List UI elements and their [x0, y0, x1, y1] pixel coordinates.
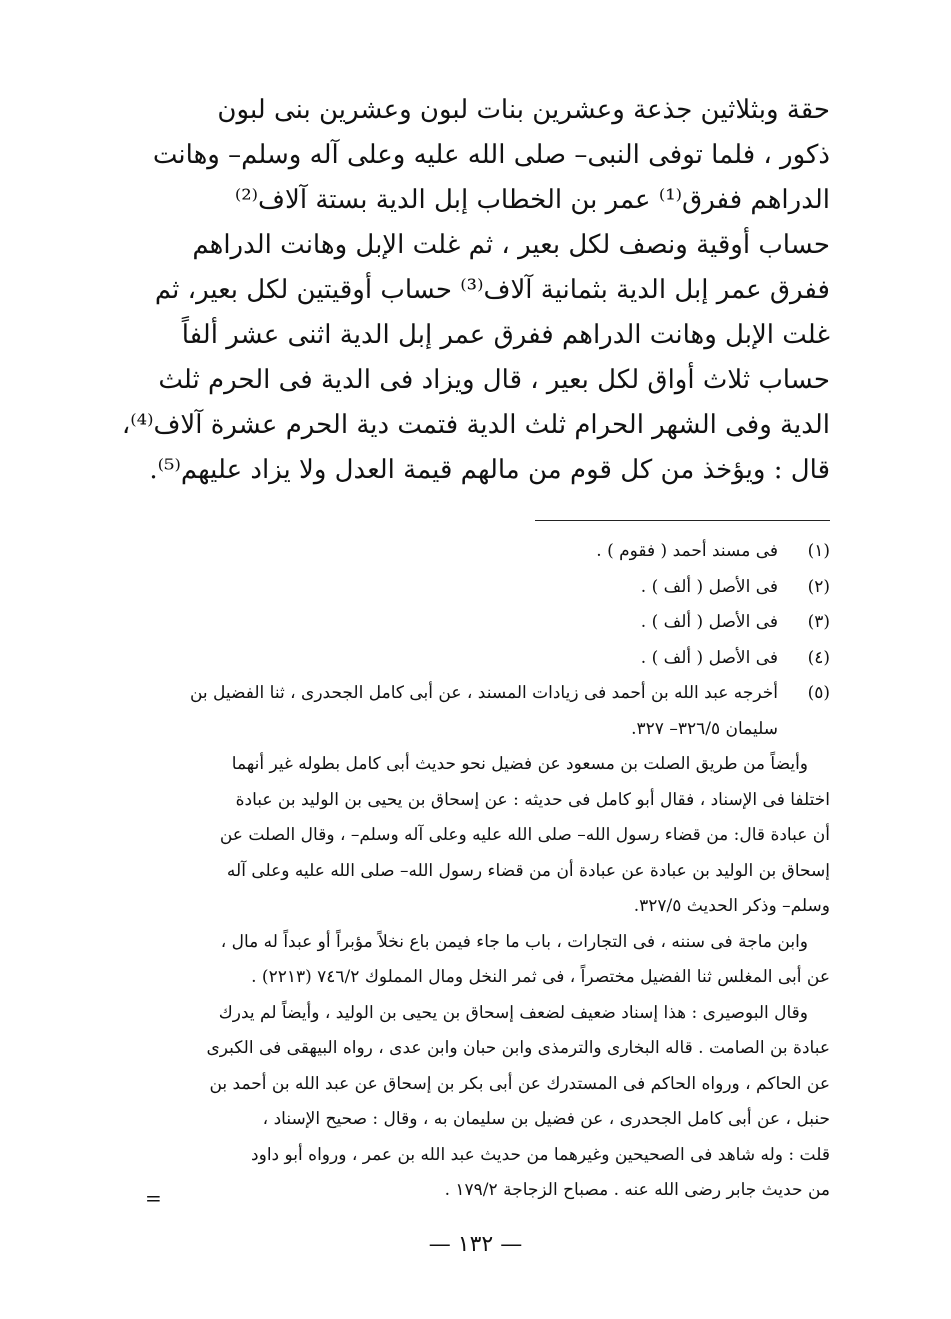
footnote [125, 605, 830, 641]
main-text-line: حساب ثلاث أواق لكل بعير ، قال ويزاد فى الدية فى الحرم ثلث [158, 365, 830, 395]
continuation-marker: = [145, 1186, 162, 1210]
footnote-line: حنبل ، عن أبى كامل الجحدرى ، عن فضيل بن سليمان به ، وقال : صحيح الإسناد ، [262, 1109, 830, 1129]
footnote-number: (٣) [807, 612, 830, 632]
main-text-line: الدية وفى الشهر الحرام ثلث الدية فتمت دية الحرم عشرة آلاف⁽⁴⁾، [121, 410, 830, 440]
footnote [125, 641, 830, 677]
footnote-line: من حديث جابر رضى الله عنه . مصباح الزجاجة ١٧٩/٢ . [444, 1180, 830, 1200]
footnote-line: فى الأصل ( ألف ) . [640, 647, 778, 668]
footnote-separator [535, 520, 830, 521]
footnote-line: وقال البوصيرى : هذا إسناد ضعيف لضعف إسحاق بن يحيى بن الوليد ، وأيضاً لم يدرك [218, 1002, 808, 1023]
footnote-number: (٥) [807, 683, 830, 703]
main-text-line: غلت الإبل وهانت الدراهم ففرق عمر إبل الدية اثنى عشر ألفاً [181, 320, 830, 350]
footnote-text [125, 641, 778, 677]
footnote-line: فى الأصل ( ألف ) . [640, 576, 778, 597]
footnote-line: قلت : وله شاهد فى الصحيحين وغيرهما من حديث عبد الله بن عمر ، ورواه أبو داود [251, 1144, 830, 1165]
page-number: — ١٣٢ — [428, 1232, 523, 1257]
footnote-line: وأيضاً من طريق الصلت بن مسعود عن فضيل نحو حديث أبى كامل بطوله غير أنهما [231, 754, 808, 774]
main-text-block [121, 88, 830, 493]
footnote-line: إسحاق بن الوليد بن عبادة عن عبادة أن من قضاء رسول الله– صلى الله عليه وعلى آله [226, 860, 830, 881]
footnote [125, 534, 830, 570]
footnote-line: سليمان ٣٢٦/٥– ٣٢٧. [631, 718, 778, 739]
footnote-line: وابن ماجة فى سننه ، فى التجارات ، باب ما جاء فيمن باع نخلاً مؤبراً أو عبداً له مال ، [220, 931, 808, 952]
footnote-line: فى مسند أحمد ( فقوم ) . [596, 541, 778, 561]
footnote-continuation [125, 747, 830, 1209]
main-text-line: الدراهم ففرق⁽¹⁾ عمر بن الخطاب إبل الدية بستة آلاف⁽²⁾ [234, 185, 830, 215]
main-text-line: حساب أوقية ونصف لكل بعير ، ثم غلت الإبل وهانت الدراهم [192, 230, 830, 260]
footnote-line: اختلفا فى الإسناد ، فقال أبو كامل فى حديثه : عن إسحاق بن يحيى بن الوليد بن عبادة [235, 789, 830, 810]
footnote-text [125, 605, 778, 641]
footnote-text [125, 570, 778, 606]
footnote-text [125, 676, 778, 747]
footnote-line: فى الأصل ( ألف ) . [640, 612, 778, 632]
footnote-line: عن أبى المغلس ثنا الفضيل مختصراً ، فى ثمر النخل ومال المملوك ٧٤٦/٢ (٢٢١٣) . [251, 967, 830, 987]
footnote-line: وسلم– وذكر الحديث ٣٢٧/٥. [633, 896, 830, 916]
footnote [125, 570, 830, 606]
footnote-line: أخرجه عبد الله بن أحمد فى زيادات المسند ، عن أبى كامل الجحدرى ، ثنا الفضيل بن [189, 683, 778, 703]
footnote-line: عن الحاكم ، ورواه الحاكم فى المستدرك عن أبى بكر بن إسحاق عن عبد الله بن أحمد بن [209, 1073, 830, 1094]
main-text-line: ذكور ، فلما توفى النبى– صلى الله عليه وعلى آله وسلم– وهانت [152, 140, 830, 170]
footnote-number: (٤) [807, 647, 830, 668]
main-text-line: ففرق عمر إبل الدية بثمانية آلاف⁽³⁾ حساب أوقيتين لكل بعير، ثم [154, 275, 830, 305]
main-text-line: قال : ويؤخذ من كل قوم من مالهم قيمة العدل ولا يزاد عليهم⁽⁵⁾. [149, 455, 830, 485]
footnote [125, 676, 830, 747]
footnote-number: (١) [807, 541, 830, 561]
footnote-text [125, 534, 778, 570]
footnote-line: عبادة بن الصامت . قاله البخارى والترمذى وابن حبان وابن عدى ، رواه البيهقى فى الكبرى [206, 1038, 830, 1058]
footnote-line: أن عبادة قال: من قضاء رسول الله– صلى الله عليه وعلى آله وسلم– ، وقال الصلت عن [219, 825, 830, 845]
footnotes-block [125, 534, 830, 1209]
main-text-line: حقة وبثلاثين جذعة وعشرين بنات لبون وعشرين بنى لبون [217, 95, 830, 125]
footnote-number: (٢) [807, 576, 830, 597]
